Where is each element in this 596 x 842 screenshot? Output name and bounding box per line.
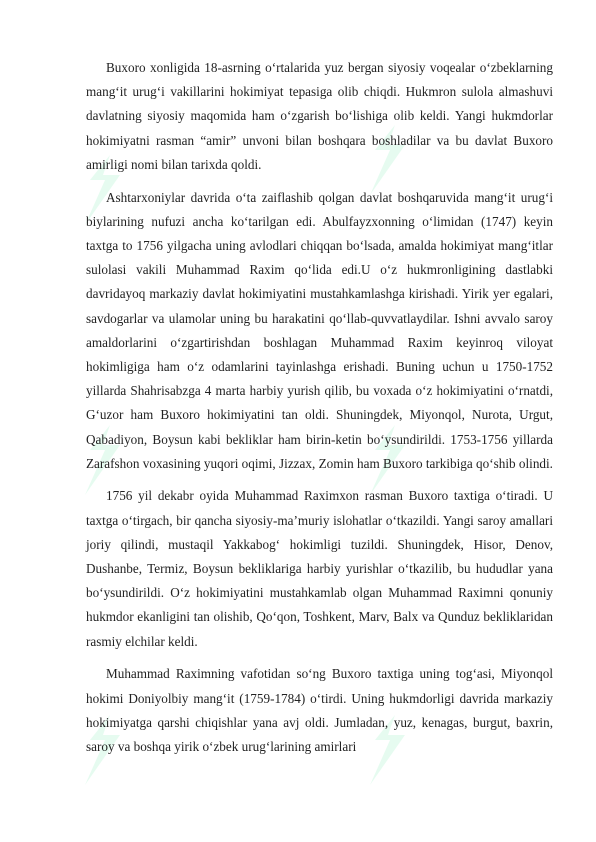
document-body xyxy=(86,56,553,768)
paragraph: Buxoro xonligida 18-asrning o‘rtalarida yuz bergan siyosiy voqealar o‘zbeklarning mang‘it urug‘i vakillarini hokimiyat tepasiga olib chiqdi. Hukmron sulola almashuvi davlatning siyosiy maqomida ham o‘zgarish bo‘lishiga olib keldi. Yangi hukmdorlar hokimiyatni rasman “amir” unvoni bilan boshqara boshladilar va bu davlat Buxoro amirligi nomi bilan tarixda qoldi. xyxy=(86,60,553,172)
paragraph: Muhammad Raximning vafotidan so‘ng Buxoro taxtiga uning tog‘asi, Miyonqol hokimi Doniyolbiy mang‘it (1759-1784) o‘tirdi. Uning hukmdorligi davrida markaziy hokimiyatga qarshi chiqishlar yana avj oldi. Jumladan, yuz, kenagas, burgut, baxrin, saroy va boshqa yirik o‘zbek urug‘larining amirlari xyxy=(86,666,553,754)
paragraph: 1756 yil dekabr oyida Muhammad Raximxon rasman Buxoro taxtiga o‘tiradi. U taxtga o‘tirgach, bir qancha siyosiy-ma’muriy islohatlar o‘tkazildi. Yangi saroy amallari joriy qilindi, mustaqil Yakkabog‘ hokimligi tuzildi. Shuningdek, Hisor, Denov, Dushanbe, Termiz, Boysun bekliklariga harbiy yurishlar o‘tkazilib, bu hududlar yana bo‘ysundirildi. O‘z hokimiyatini mustahkamlab olgan Muhammad Raximni qonuniy hukmdor ekanligini tan olishib, Qo‘qon, Toshkent, Marv, Balx va Qunduz bekliklaridan rasmiy elchilar keldi. xyxy=(86,488,553,649)
paragraph: Ashtarxoniylar davrida o‘ta zaiflashib qolgan davlat boshqaruvida mang‘it urug‘i biylarining nufuzi ancha ko‘tarilgan edi. Abulfayzxonning o‘limidan (1747) keyin taxtga to 1756 yilgacha uning avlodlari chiqqan bo‘lsada, amalda hokimiyat mang‘itlar sulolasi vakili Muhammad Raxim qo‘lida edi.U o‘z hukmronligining dastlabki davridayoq markaziy davlat hokimiyatini mustahkamlashga kirishadi. Yirik yer egalari, savdogarlar va ulamolar uning bu harakatini qo‘llab-quvvatlaydilar. Ishni avvalo saroy amaldorlarini o‘zgartirishdan boshlagan Muhammad Raxim keyinroq viloyat hokimligiga ham o‘z odamlarini tayinlashga erishadi. Buning uchun u 1750-1752 yillarda Shahrisabzga 4 marta harbiy yurish qilib, bu voxada o‘z hokimiyatini o‘rnatdi, G‘uzor ham Buxoro hokimiyatini tan oldi. Shuningdek, Miyonqol, Nurota, Urgut, Qabadiyon, Boysun kabi bekliklar ham birin-ketin bo‘ysundirildi. 1753-1756 yillarda Zarafshon voxasining yuqori oqimi, Jizzax, Zomin ham Buxoro tarkibiga qo‘shib olindi. xyxy=(86,189,553,471)
